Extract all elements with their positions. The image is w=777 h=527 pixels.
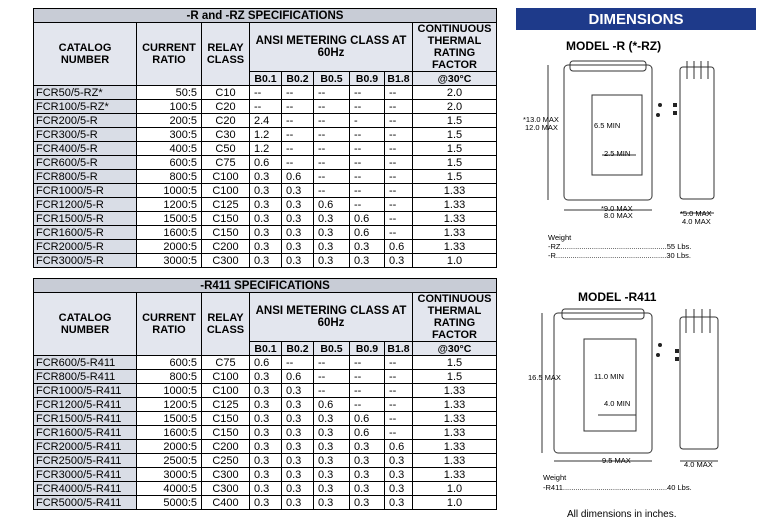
metering-b01-cell: 0.3 xyxy=(250,496,282,510)
metering-b01-cell: 0.3 xyxy=(250,370,282,384)
metering-b01-cell: 0.3 xyxy=(250,454,282,468)
table-row xyxy=(34,240,497,254)
metering-b01-cell: 0.6 xyxy=(250,356,282,370)
relay-class-cell: C20 xyxy=(202,100,250,114)
table-title: -R411 SPECIFICATIONS xyxy=(34,279,497,293)
metering-b01-cell: -- xyxy=(250,100,282,114)
burden-header: B0.9 xyxy=(350,72,385,86)
metering-b02-cell: -- xyxy=(282,142,314,156)
catalog-number-cell: FCR300/5-R xyxy=(34,128,137,142)
catalog-number-cell: FCR1600/5-R xyxy=(34,226,137,240)
metering-b01-cell: 0.3 xyxy=(250,226,282,240)
current-ratio-cell: 800:5 xyxy=(137,170,202,184)
metering-b09-cell: -- xyxy=(350,370,385,384)
metering-b01-cell: 0.3 xyxy=(250,412,282,426)
metering-b01-cell: 0.3 xyxy=(250,398,282,412)
metering-b18-cell: -- xyxy=(385,184,413,198)
table-row xyxy=(34,482,497,496)
metering-b05-cell: -- xyxy=(314,100,350,114)
relay-class-cell: C75 xyxy=(202,156,250,170)
current-ratio-cell: 1200:5 xyxy=(137,398,202,412)
metering-b09-cell: 0.3 xyxy=(350,240,385,254)
metering-b18-cell: 0.3 xyxy=(385,482,413,496)
metering-b01-cell: 0.3 xyxy=(250,440,282,454)
thermal-rating-cell: 1.5 xyxy=(413,142,497,156)
relay-class-cell: C100 xyxy=(202,370,250,384)
thermal-rating-cell: 1.5 xyxy=(413,128,497,142)
current-ratio-cell: 600:5 xyxy=(137,156,202,170)
burden-header: B0.5 xyxy=(314,342,350,356)
metering-b09-cell: -- xyxy=(350,86,385,100)
model-r411-title: MODEL -R411 xyxy=(578,290,657,304)
relay-class-cell: C150 xyxy=(202,226,250,240)
table-row xyxy=(34,142,497,156)
current-ratio-cell: 3000:5 xyxy=(137,254,202,268)
metering-b09-cell: 0.3 xyxy=(350,254,385,268)
metering-b02-cell: 0.3 xyxy=(282,426,314,440)
table-row xyxy=(34,100,497,114)
metering-b02-cell: -- xyxy=(282,100,314,114)
relay-class-cell: C100 xyxy=(202,170,250,184)
metering-b18-cell: 0.3 xyxy=(385,468,413,482)
metering-b02-cell: 0.3 xyxy=(282,496,314,510)
thermal-rating-cell: 1.33 xyxy=(413,384,497,398)
dimensions-note: All dimensions in inches. xyxy=(567,509,677,520)
metering-b01-cell: 0.3 xyxy=(250,426,282,440)
table-row xyxy=(34,156,497,170)
thermal-rating-cell: 1.0 xyxy=(413,482,497,496)
metering-b02-cell: 0.3 xyxy=(282,398,314,412)
burden-header: B1.8 xyxy=(385,72,413,86)
metering-b02-cell: -- xyxy=(282,86,314,100)
metering-b02-cell: -- xyxy=(282,156,314,170)
catalog-number-cell: FCR600/5-R xyxy=(34,156,137,170)
metering-b09-cell: 0.6 xyxy=(350,212,385,226)
metering-b18-cell: -- xyxy=(385,412,413,426)
relay-class-cell: C300 xyxy=(202,482,250,496)
thermal-rating-cell: 1.33 xyxy=(413,198,497,212)
relay-class-header: RELAY CLASS xyxy=(202,293,250,356)
metering-b05-cell: -- xyxy=(314,184,350,198)
metering-b02-cell: 0.3 xyxy=(282,198,314,212)
thermal-rating-cell: 1.33 xyxy=(413,454,497,468)
metering-b09-cell: -- xyxy=(350,170,385,184)
metering-b05-cell: -- xyxy=(314,356,350,370)
inner-width-label: 2.5 MIN xyxy=(604,149,631,158)
metering-b05-cell: 0.3 xyxy=(314,426,350,440)
metering-b05-cell: -- xyxy=(314,156,350,170)
catalog-number-cell: FCR800/5-R xyxy=(34,170,137,184)
burden-header: B0.1 xyxy=(250,342,282,356)
relay-class-cell: C10 xyxy=(202,86,250,100)
catalog-number-cell: FCR5000/5-R411 xyxy=(34,496,137,510)
height-max-label: 16.5 MAX xyxy=(528,373,561,382)
metering-b02-cell: 0.6 xyxy=(282,370,314,384)
current-ratio-cell: 2500:5 xyxy=(137,454,202,468)
metering-b18-cell: 0.6 xyxy=(385,440,413,454)
current-ratio-cell: 1200:5 xyxy=(137,198,202,212)
current-ratio-cell: 1500:5 xyxy=(137,212,202,226)
current-ratio-cell: 1000:5 xyxy=(137,384,202,398)
table-title: -R and -RZ SPECIFICATIONS xyxy=(34,9,497,23)
thermal-rating-cell: 1.5 xyxy=(413,356,497,370)
thermal-rating-cell: 1.33 xyxy=(413,412,497,426)
metering-b05-cell: 0.3 xyxy=(314,240,350,254)
table-row xyxy=(34,170,497,184)
metering-b01-cell: 0.3 xyxy=(250,240,282,254)
weight-label: Weight xyxy=(543,473,567,482)
weight-r411: -R411..................................................40 Lbs. xyxy=(543,483,692,492)
current-ratio-cell: 1000:5 xyxy=(137,184,202,198)
inner-height-label: 11.0 MIN xyxy=(594,372,624,381)
ansi-metering-header: ANSI METERING CLASS AT 60Hz xyxy=(250,293,413,342)
current-ratio-cell: 5000:5 xyxy=(137,496,202,510)
catalog-number-cell: FCR400/5-R xyxy=(34,142,137,156)
metering-b18-cell: -- xyxy=(385,100,413,114)
depth-max-label: 4.0 MAX xyxy=(682,217,711,226)
table-row xyxy=(34,128,497,142)
metering-b18-cell: -- xyxy=(385,212,413,226)
relay-class-cell: C300 xyxy=(202,254,250,268)
relay-class-cell: C100 xyxy=(202,384,250,398)
weight-r: -R.....................................................30 Lbs. xyxy=(548,251,691,260)
metering-b18-cell: -- xyxy=(385,86,413,100)
depth-max-label: 4.0 MAX xyxy=(684,460,713,469)
metering-b05-cell: 0.3 xyxy=(314,482,350,496)
thermal-rating-cell: 1.5 xyxy=(413,114,497,128)
relay-class-cell: C300 xyxy=(202,468,250,482)
thermal-rating-cell: 2.0 xyxy=(413,100,497,114)
metering-b05-cell: -- xyxy=(314,384,350,398)
metering-b02-cell: -- xyxy=(282,114,314,128)
catalog-number-cell: FCR1500/5-R411 xyxy=(34,412,137,426)
current-ratio-cell: 1500:5 xyxy=(137,412,202,426)
thermal-rating-cell: 1.33 xyxy=(413,184,497,198)
metering-b09-cell: 0.3 xyxy=(350,468,385,482)
metering-b18-cell: -- xyxy=(385,398,413,412)
metering-b01-cell: 0.3 xyxy=(250,482,282,496)
metering-b09-cell: 0.6 xyxy=(350,412,385,426)
burden-header: B1.8 xyxy=(385,342,413,356)
current-ratio-cell: 4000:5 xyxy=(137,482,202,496)
metering-b18-cell: -- xyxy=(385,356,413,370)
metering-b01-cell: 0.3 xyxy=(250,170,282,184)
metering-b05-cell: 0.3 xyxy=(314,440,350,454)
table-row xyxy=(34,440,497,454)
thermal-rating-header: CONTINUOUS THERMAL RATING FACTOR xyxy=(413,293,497,342)
table-row xyxy=(34,254,497,268)
thermal-rating-cell: 1.33 xyxy=(413,440,497,454)
table-row xyxy=(34,86,497,100)
current-ratio-cell: 50:5 xyxy=(137,86,202,100)
width-max-label: 8.0 MAX xyxy=(604,211,633,220)
dimensions-banner: DIMENSIONS xyxy=(516,8,756,30)
burden-header: B0.5 xyxy=(314,72,350,86)
metering-b18-cell: 0.6 xyxy=(385,240,413,254)
catalog-number-header: CATALOG NUMBER xyxy=(34,23,137,86)
catalog-number-cell: FCR200/5-R xyxy=(34,114,137,128)
metering-b05-cell: 0.3 xyxy=(314,254,350,268)
metering-b05-cell: 0.3 xyxy=(314,454,350,468)
catalog-number-cell: FCR1000/5-R xyxy=(34,184,137,198)
table-row xyxy=(34,426,497,440)
temperature-header: @30°C xyxy=(413,72,497,86)
relay-class-cell: C75 xyxy=(202,356,250,370)
current-ratio-cell: 100:5 xyxy=(137,100,202,114)
burden-header: B0.1 xyxy=(250,72,282,86)
metering-b01-cell: 1.2 xyxy=(250,142,282,156)
metering-b01-cell: 0.3 xyxy=(250,212,282,226)
table-row xyxy=(34,212,497,226)
metering-b18-cell: -- xyxy=(385,198,413,212)
catalog-number-cell: FCR1200/5-R xyxy=(34,198,137,212)
metering-b02-cell: -- xyxy=(282,356,314,370)
metering-b05-cell: 0.6 xyxy=(314,198,350,212)
relay-class-cell: C200 xyxy=(202,240,250,254)
table-row xyxy=(34,384,497,398)
metering-b09-cell: 0.6 xyxy=(350,226,385,240)
metering-b18-cell: -- xyxy=(385,128,413,142)
table-row xyxy=(34,184,497,198)
current-ratio-header: CURRENT RATIO xyxy=(137,293,202,356)
height-max-label: *13.0 MAX xyxy=(523,115,559,124)
metering-b09-cell: 0.6 xyxy=(350,426,385,440)
metering-b05-cell: 0.3 xyxy=(314,412,350,426)
metering-b09-cell: -- xyxy=(350,142,385,156)
height-max-label: 12.0 MAX xyxy=(525,123,558,132)
metering-b09-cell: -- xyxy=(350,100,385,114)
relay-class-cell: C150 xyxy=(202,426,250,440)
metering-b01-cell: -- xyxy=(250,86,282,100)
current-ratio-cell: 600:5 xyxy=(137,356,202,370)
temperature-header: @30°C xyxy=(413,342,497,356)
relay-class-cell: C50 xyxy=(202,142,250,156)
metering-b02-cell: 0.3 xyxy=(282,468,314,482)
relay-class-cell: C400 xyxy=(202,496,250,510)
metering-b02-cell: 0.3 xyxy=(282,240,314,254)
metering-b09-cell: 0.3 xyxy=(350,440,385,454)
catalog-number-cell: FCR2000/5-R xyxy=(34,240,137,254)
metering-b18-cell: 0.3 xyxy=(385,454,413,468)
catalog-number-cell: FCR3000/5-R411 xyxy=(34,468,137,482)
thermal-rating-cell: 1.0 xyxy=(413,254,497,268)
thermal-rating-cell: 1.33 xyxy=(413,426,497,440)
thermal-rating-cell: 1.33 xyxy=(413,226,497,240)
metering-b18-cell: -- xyxy=(385,142,413,156)
metering-b09-cell: -- xyxy=(350,198,385,212)
relay-class-cell: C20 xyxy=(202,114,250,128)
table-row xyxy=(34,370,497,384)
inner-width-label: 4.0 MIN xyxy=(604,399,631,408)
thermal-rating-cell: 1.5 xyxy=(413,156,497,170)
relay-class-cell: C200 xyxy=(202,440,250,454)
thermal-rating-cell: 1.33 xyxy=(413,398,497,412)
metering-b05-cell: 0.6 xyxy=(314,398,350,412)
model-r-drawing xyxy=(520,55,730,225)
relay-class-header: RELAY CLASS xyxy=(202,23,250,86)
relay-class-cell: C250 xyxy=(202,454,250,468)
catalog-number-cell: FCR50/5-RZ* xyxy=(34,86,137,100)
metering-b01-cell: 0.3 xyxy=(250,198,282,212)
metering-b09-cell: -- xyxy=(350,128,385,142)
metering-b09-cell: 0.3 xyxy=(350,454,385,468)
metering-b02-cell: 0.6 xyxy=(282,170,314,184)
metering-b02-cell: -- xyxy=(282,128,314,142)
metering-b02-cell: 0.3 xyxy=(282,412,314,426)
metering-b02-cell: 0.3 xyxy=(282,184,314,198)
catalog-number-cell: FCR1500/5-R xyxy=(34,212,137,226)
metering-b05-cell: -- xyxy=(314,114,350,128)
catalog-number-cell: FCR1200/5-R411 xyxy=(34,398,137,412)
current-ratio-header: CURRENT RATIO xyxy=(137,23,202,86)
metering-b18-cell: -- xyxy=(385,114,413,128)
metering-b01-cell: 0.3 xyxy=(250,384,282,398)
metering-b01-cell: 2.4 xyxy=(250,114,282,128)
relay-class-cell: C150 xyxy=(202,412,250,426)
catalog-number-cell: FCR1000/5-R411 xyxy=(34,384,137,398)
table-row xyxy=(34,454,497,468)
current-ratio-cell: 2000:5 xyxy=(137,240,202,254)
metering-b09-cell: -- xyxy=(350,156,385,170)
metering-b18-cell: 0.3 xyxy=(385,254,413,268)
table-row xyxy=(34,356,497,370)
metering-b05-cell: 0.3 xyxy=(314,212,350,226)
metering-b18-cell: 0.3 xyxy=(385,496,413,510)
thermal-rating-cell: 1.33 xyxy=(413,468,497,482)
catalog-number-cell: FCR3000/5-R xyxy=(34,254,137,268)
ansi-metering-header: ANSI METERING CLASS AT 60Hz xyxy=(250,23,413,72)
metering-b09-cell: 0.3 xyxy=(350,482,385,496)
current-ratio-cell: 300:5 xyxy=(137,128,202,142)
metering-b02-cell: 0.3 xyxy=(282,384,314,398)
relay-class-cell: C125 xyxy=(202,398,250,412)
metering-b05-cell: 0.3 xyxy=(314,496,350,510)
metering-b02-cell: 0.3 xyxy=(282,440,314,454)
thermal-rating-cell: 1.33 xyxy=(413,240,497,254)
relay-class-cell: C150 xyxy=(202,212,250,226)
catalog-number-cell: FCR2500/5-R411 xyxy=(34,454,137,468)
current-ratio-cell: 1600:5 xyxy=(137,426,202,440)
catalog-number-cell: FCR600/5-R411 xyxy=(34,356,137,370)
metering-b05-cell: -- xyxy=(314,128,350,142)
metering-b02-cell: 0.3 xyxy=(282,226,314,240)
catalog-number-cell: FCR800/5-R411 xyxy=(34,370,137,384)
metering-b01-cell: 0.3 xyxy=(250,254,282,268)
metering-b01-cell: 0.3 xyxy=(250,184,282,198)
metering-b09-cell: - xyxy=(350,114,385,128)
catalog-number-cell: FCR2000/5-R411 xyxy=(34,440,137,454)
metering-b01-cell: 0.6 xyxy=(250,156,282,170)
burden-header: B0.2 xyxy=(282,342,314,356)
burden-header: B0.9 xyxy=(350,342,385,356)
weight-rz: -RZ...................................................55 Lbs. xyxy=(548,242,692,251)
thermal-rating-cell: 1.5 xyxy=(413,370,497,384)
metering-b09-cell: -- xyxy=(350,356,385,370)
metering-b02-cell: 0.3 xyxy=(282,454,314,468)
r-rz-spec-table xyxy=(33,8,497,268)
thermal-rating-cell: 2.0 xyxy=(413,86,497,100)
current-ratio-cell: 400:5 xyxy=(137,142,202,156)
metering-b02-cell: 0.3 xyxy=(282,212,314,226)
model-r-title: MODEL -R (*-RZ) xyxy=(566,39,662,53)
current-ratio-cell: 200:5 xyxy=(137,114,202,128)
r411-spec-table xyxy=(33,278,497,510)
relay-class-cell: C100 xyxy=(202,184,250,198)
metering-b02-cell: 0.3 xyxy=(282,254,314,268)
width-max-label: 9.5 MAX xyxy=(602,456,631,465)
relay-class-cell: C125 xyxy=(202,198,250,212)
thermal-rating-cell: 1.0 xyxy=(413,496,497,510)
thermal-rating-cell: 1.5 xyxy=(413,170,497,184)
table-row xyxy=(34,114,497,128)
metering-b05-cell: 0.3 xyxy=(314,468,350,482)
current-ratio-cell: 1600:5 xyxy=(137,226,202,240)
metering-b09-cell: -- xyxy=(350,398,385,412)
metering-b18-cell: -- xyxy=(385,370,413,384)
model-r411-drawing xyxy=(520,305,730,470)
table-row xyxy=(34,226,497,240)
catalog-number-cell: FCR100/5-RZ* xyxy=(34,100,137,114)
catalog-number-header: CATALOG NUMBER xyxy=(34,293,137,356)
metering-b01-cell: 0.3 xyxy=(250,468,282,482)
metering-b09-cell: -- xyxy=(350,384,385,398)
table-row xyxy=(34,412,497,426)
thermal-rating-header: CONTINUOUS THERMAL RATING FACTOR xyxy=(413,23,497,72)
current-ratio-cell: 800:5 xyxy=(137,370,202,384)
table-row xyxy=(34,398,497,412)
inner-height-label: 6.5 MIN xyxy=(594,121,621,130)
table-row xyxy=(34,198,497,212)
thermal-rating-cell: 1.33 xyxy=(413,212,497,226)
metering-b05-cell: 0.3 xyxy=(314,226,350,240)
metering-b18-cell: -- xyxy=(385,426,413,440)
metering-b18-cell: -- xyxy=(385,226,413,240)
catalog-number-cell: FCR1600/5-R411 xyxy=(34,426,137,440)
metering-b18-cell: -- xyxy=(385,156,413,170)
current-ratio-cell: 2000:5 xyxy=(137,440,202,454)
weight-label: Weight xyxy=(548,233,572,242)
table-row xyxy=(34,468,497,482)
burden-header: B0.2 xyxy=(282,72,314,86)
metering-b05-cell: -- xyxy=(314,170,350,184)
metering-b18-cell: -- xyxy=(385,384,413,398)
depth-max-label: *5.0 MAX xyxy=(680,209,712,218)
metering-b09-cell: 0.3 xyxy=(350,496,385,510)
width-max-label: *9.0 MAX xyxy=(601,204,633,213)
metering-b02-cell: 0.3 xyxy=(282,482,314,496)
current-ratio-cell: 3000:5 xyxy=(137,468,202,482)
table-row xyxy=(34,496,497,510)
metering-b05-cell: -- xyxy=(314,370,350,384)
metering-b18-cell: -- xyxy=(385,170,413,184)
metering-b05-cell: -- xyxy=(314,86,350,100)
metering-b05-cell: -- xyxy=(314,142,350,156)
metering-b01-cell: 1.2 xyxy=(250,128,282,142)
relay-class-cell: C30 xyxy=(202,128,250,142)
catalog-number-cell: FCR4000/5-R411 xyxy=(34,482,137,496)
metering-b09-cell: -- xyxy=(350,184,385,198)
